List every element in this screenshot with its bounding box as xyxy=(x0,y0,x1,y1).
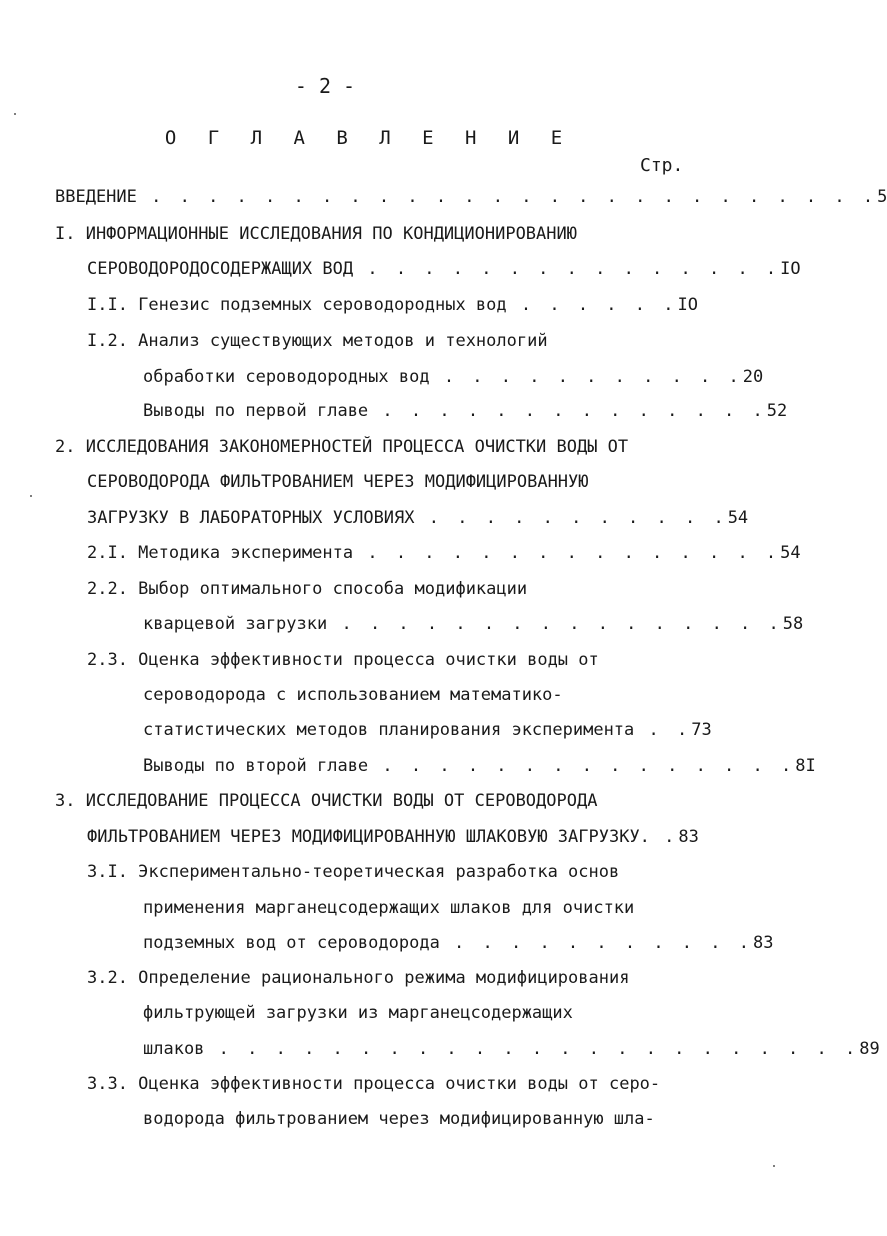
toc-entry-text: 2.2. Выбор оптимального способа модификации xyxy=(87,579,528,599)
leader-dots: . . . . . . . . . . . . . . xyxy=(368,401,767,421)
toc-entry-text: ВВЕДЕНИЕ xyxy=(55,187,137,207)
scan-speck xyxy=(14,113,16,115)
toc-entry-text: обработки сероводородных вод xyxy=(143,367,430,387)
toc-entry-conclusions-1 xyxy=(143,401,787,421)
toc-entry-section-2-1 xyxy=(87,543,801,563)
toc-entry-text: Выводы по первой главе xyxy=(143,401,369,421)
toc-entry-text: 2.3. Оценка эффективности процесса очистки воды от xyxy=(87,650,599,670)
leader-dots: . . . . . . . . . . . . . . . xyxy=(353,259,781,279)
toc-entry-section-3-3-cont xyxy=(143,1109,655,1129)
toc-entry-page: 58 xyxy=(782,614,804,634)
leader-dots: . . . . . . . . . . . xyxy=(429,367,743,387)
toc-entry-section-3-2 xyxy=(87,968,629,988)
toc-entry-section-3-1-cont xyxy=(143,898,634,918)
toc-entry-section-2-3-cont xyxy=(143,685,563,705)
toc-entry-page: IO xyxy=(780,259,801,279)
toc-entry-conclusions-2 xyxy=(143,756,816,776)
leader-dots: . . . . . . . . . . . . . . . . . . . . . . . xyxy=(204,1039,860,1059)
toc-entry-section-3-2-cont-2 xyxy=(143,1039,880,1059)
toc-entry-introduction xyxy=(55,187,887,207)
toc-entry-text: 2.I. Методика эксперимента xyxy=(87,543,354,563)
toc-entry-text: водорода фильтрованием через модифицированную шла- xyxy=(143,1109,655,1129)
toc-entry-chapter-1 xyxy=(55,224,577,244)
toc-entry-chapter-3 xyxy=(55,791,597,811)
toc-entry-chapter-1-cont xyxy=(87,259,801,279)
toc-entry-section-3-1-cont-2 xyxy=(143,933,773,953)
toc-entry-text: СЕРОВОДОРОДА ФИЛЬТРОВАНИЕМ ЧЕРЕЗ МОДИФИЦИРОВАННУЮ xyxy=(87,472,589,492)
toc-entry-text: шлаков xyxy=(143,1039,205,1059)
toc-entry-chapter-2-cont-2 xyxy=(87,508,748,528)
toc-entry-text: I.I. Генезис подземных сероводородных вод xyxy=(87,295,507,315)
toc-entry-section-1-2-cont xyxy=(143,367,763,387)
toc-entry-section-2-3 xyxy=(87,650,599,670)
toc-entry-section-1-1 xyxy=(87,295,698,315)
toc-entry-text: СЕРОВОДОРОДОСОДЕРЖАЩИХ ВОД xyxy=(87,259,354,279)
toc-entry-text: сероводорода с использованием математико- xyxy=(143,685,563,705)
toc-entry-section-3-3 xyxy=(87,1074,660,1094)
toc-entry-chapter-2 xyxy=(55,437,628,457)
toc-entry-page: 8I xyxy=(795,756,816,776)
toc-entry-page: IO xyxy=(677,295,698,315)
toc-entry-section-2-3-cont-2 xyxy=(143,720,712,740)
toc-entry-page: 54 xyxy=(780,543,801,563)
toc-entry-text: подземных вод от сероводорода xyxy=(143,933,440,953)
page-column-label: Стр. xyxy=(640,155,684,176)
leader-dots: . . . . . . . . . . . . . . . . xyxy=(327,614,783,634)
leader-dots: . . . . . . . . . . . . . . . . . . . . . . . . . . xyxy=(136,187,878,207)
toc-entry-text: 3.2. Определение рационального режима модифицирования xyxy=(87,968,630,988)
toc-entry-chapter-3-cont xyxy=(87,827,699,847)
toc-entry-text: ФИЛЬТРОВАНИЕМ ЧЕРЕЗ МОДИФИЦИРОВАННУЮ ШЛАКОВУЮ ЗАГРУЗКУ. xyxy=(87,827,650,847)
toc-entry-text: I.2. Анализ существующих методов и технологий xyxy=(87,331,548,351)
toc-entry-page: 54 xyxy=(727,508,749,528)
toc-entry-section-3-2-cont xyxy=(143,1003,573,1023)
toc-entry-text: I. ИНФОРМАЦИОННЫЕ ИССЛЕДОВАНИЯ ПО КОНДИЦИОНИРОВАНИЮ xyxy=(55,224,577,244)
toc-entry-page: 52 xyxy=(766,401,788,421)
leader-dots: . . . . . . . . . . . xyxy=(439,933,753,953)
toc-entry-section-1-2 xyxy=(87,331,548,351)
toc-entry-text: ЗАГРУЗКУ В ЛАБОРАТОРНЫХ УСЛОВИЯХ xyxy=(87,508,415,528)
scan-speck xyxy=(773,1165,775,1167)
leader-dots: . . . . . . . . . . . xyxy=(414,508,728,528)
toc-entry-page: 5 xyxy=(877,187,887,207)
toc-entry-text: Выводы по второй главе xyxy=(143,756,369,776)
toc-entry-section-2-2-cont xyxy=(143,614,803,634)
leader-dots: . . . . . . . . . . . . . . . xyxy=(353,543,781,563)
toc-entry-section-3-1 xyxy=(87,862,619,882)
toc-entry-page: 73 xyxy=(691,720,712,740)
scan-speck xyxy=(30,495,32,497)
toc-entry-text: кварцевой загрузки xyxy=(143,614,328,634)
toc-entry-text: 3.3. Оценка эффективности процесса очистки воды от серо- xyxy=(87,1074,661,1094)
toc-entry-text: применения марганецсодержащих шлаков для очистки xyxy=(143,898,635,918)
leader-dots: . . xyxy=(634,720,692,740)
toc-entry-text: 3.I. Экспериментально-теоретическая разработка основ xyxy=(87,862,620,882)
toc-entry-page: 83 xyxy=(752,933,774,953)
toc-entry-chapter-2-cont xyxy=(87,472,589,492)
leader-dots: . xyxy=(649,827,679,847)
toc-entry-text: статистических методов планирования эксперимента xyxy=(143,720,635,740)
toc-entry-page: 83 xyxy=(678,827,699,847)
toc-title: О Г Л А В Л Е Н И Е xyxy=(164,127,573,149)
leader-dots: . . . . . . . . . . . . . . . xyxy=(368,756,796,776)
leader-dots: . . . . . . xyxy=(506,295,678,315)
toc-entry-page: 20 xyxy=(742,367,764,387)
toc-entry-text: 3. ИССЛЕДОВАНИЕ ПРОЦЕССА ОЧИСТКИ ВОДЫ ОТ СЕРОВОДОРОДА xyxy=(55,791,598,811)
toc-entry-text: 2. ИССЛЕДОВАНИЯ ЗАКОНОМЕРНОСТЕЙ ПРОЦЕССА ОЧИСТКИ ВОДЫ ОТ xyxy=(55,437,629,457)
page-number: - 2 - xyxy=(294,74,356,98)
toc-entry-text: фильтрующей загрузки из марганецсодержащих xyxy=(143,1003,573,1023)
toc-entry-page: 89 xyxy=(859,1039,880,1059)
toc-entry-section-2-2 xyxy=(87,579,527,599)
